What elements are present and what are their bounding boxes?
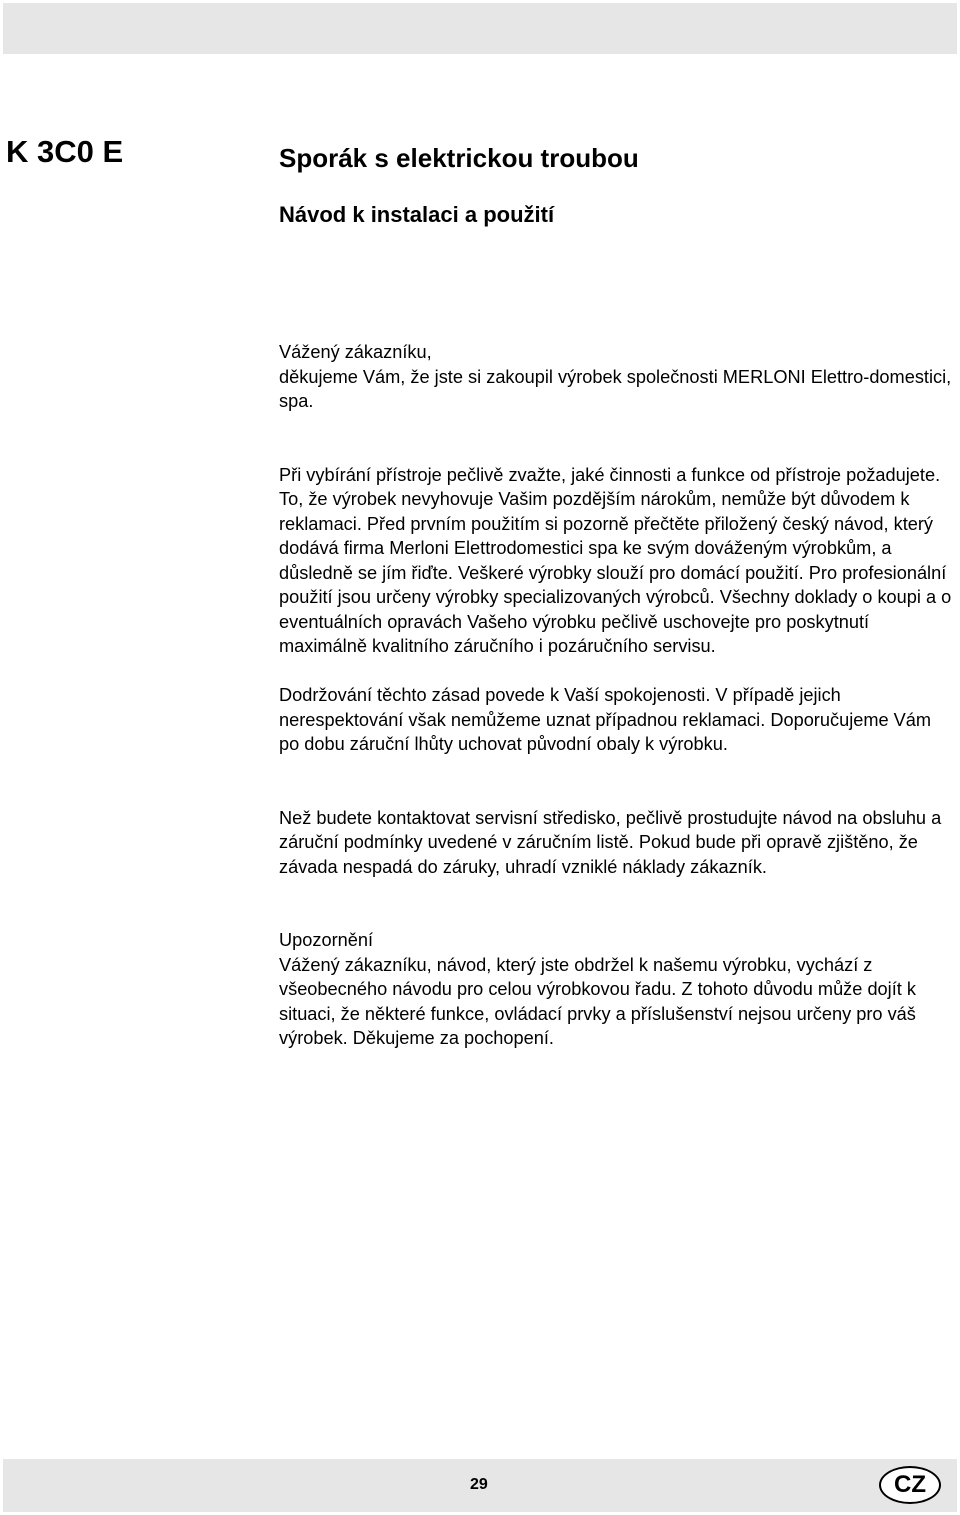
country-code: CZ	[894, 1471, 926, 1498]
greeting-salutation: Vážený zákazníku,	[279, 342, 432, 362]
country-code-badge	[879, 1466, 941, 1504]
top-header-bar	[3, 3, 957, 54]
notice-text: Vážený zákazníku, návod, který jste obdržel k našemu výrobku, vychází z všeobecného návodu pro celou výrobkovou řadu. Z tohoto důvodu může dojít k situaci, že některé funkce, ovládací prvky a příslušenství nejsou určeny pro váš výrobek. Děkujeme za pochopení.	[279, 954, 916, 1048]
service-paragraph: Než budete kontaktovat servisní středisko, pečlivě prostudujte návod na obsluhu a záruční podmínky uvedené v záručním listě. Pokud bude při opravě zjištěno, že závada nespadá do záruky, uhradí vzniklé náklady zákazník.	[279, 807, 942, 877]
document-title: Sporák s elektrickou troubou	[279, 143, 639, 173]
main-content	[279, 340, 954, 1051]
notice-heading: Upozornění	[279, 930, 374, 950]
greeting-paragraph	[279, 340, 954, 414]
selection-paragraph: Při vybírání přístroje pečlivě zvažte, jaké činnosti a funkce od přístroje požadujete. To, že výrobek nevyhovuje Vašim pozdějším nárokům, nemůže být důvodem k reklamaci. Před prvním použitím si pozorně přečtěte přiložený český návod, který dodává firma Merloni Elettrodomestici spa ke svým dováženým výrobkům, a důsledně se jím řiďte. Veškeré výrobky slouží pro domácí použití. Pro profesionální použití jsou určeny výrobky specializovaných výrobců. Všechny doklady o koupi a o eventuálních opravách Vašeho výrobku pečlivě uschovejte pro poskytnutí maximálně kvalitního záručního i pozáručního servisu.	[279, 464, 952, 656]
page-number: 29	[470, 1476, 488, 1493]
model-number: K 3C0 E	[6, 134, 124, 169]
document-subtitle: Návod k instalaci a použití	[279, 202, 555, 227]
greeting-thanks: děkujeme Vám, že jste si zakoupil výrobek společnosti MERLONI Elettro-domestici, spa.	[279, 366, 952, 411]
compliance-paragraph: Dodržování těchto zásad povede k Vaší spokojenosti. V případě jejich nerespektování však nemůžeme uznat případnou reklamaci. Doporučujeme Vám po dobu záruční lhůty uchovat původní obaly k výrobku.	[279, 685, 932, 754]
